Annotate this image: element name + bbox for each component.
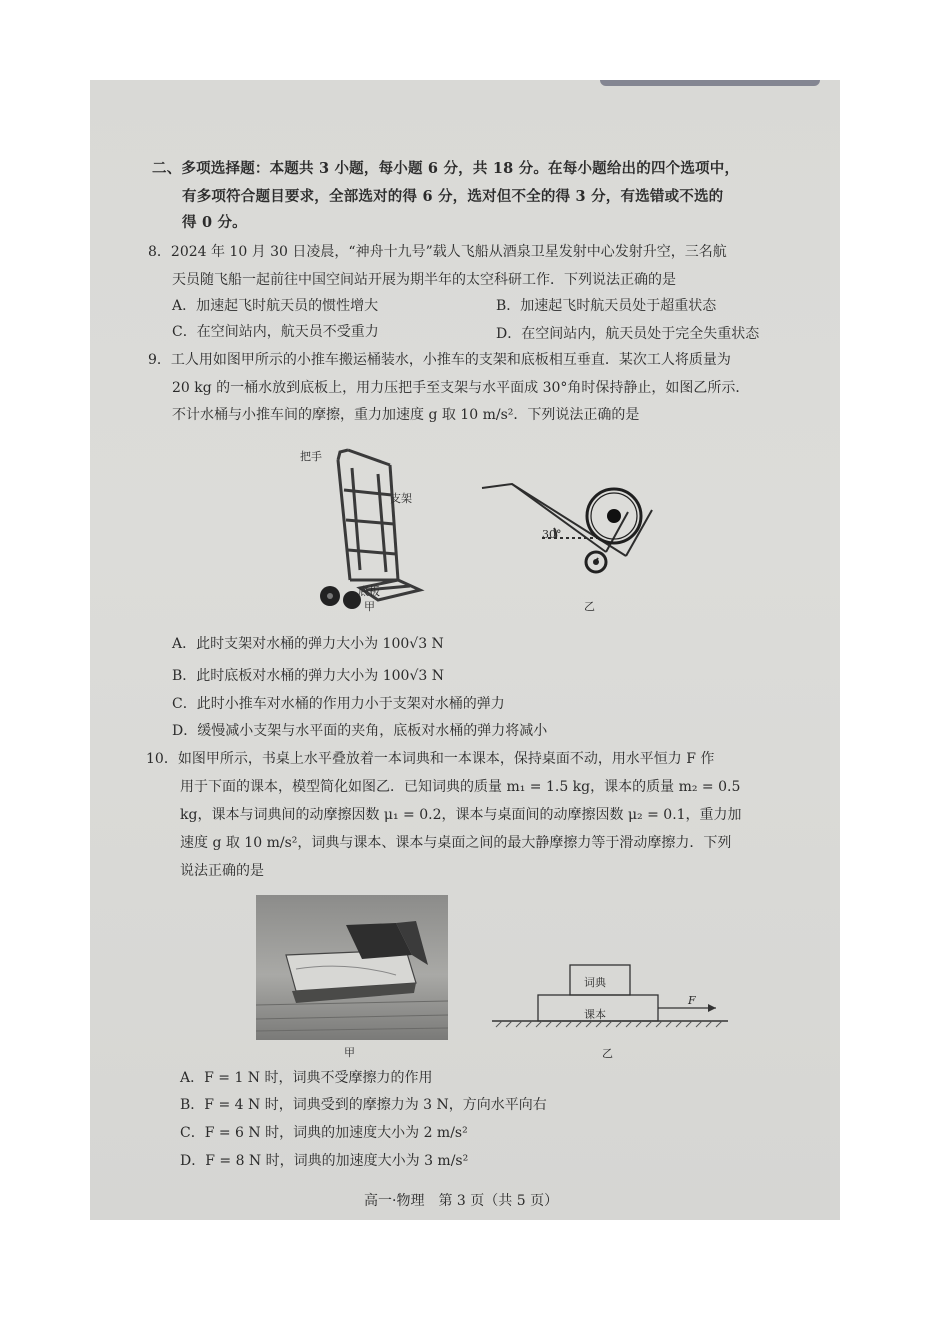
q8-option-a: A．加速起飞时航天员的惯性增大	[172, 298, 379, 314]
q10-label-textbook: 课本	[584, 1008, 606, 1021]
q8-stem-line2: 天员随飞船一起前往中国空间站开展为期半年的太空科研工作．下列说法正确的是	[172, 272, 676, 288]
q10-label-force: F	[688, 994, 696, 1007]
section-heading-line2: 有多项符合题目要求，全部选对的得 6 分，选对但不全的得 3 分，有选错或不选的	[182, 188, 724, 205]
q9-label-fig-a: 甲	[364, 600, 375, 613]
q9-option-b: B．此时底板对水桶的弹力大小为 100√3 N	[172, 668, 444, 684]
q10-option-a: A．F = 1 N 时，词典不受摩擦力的作用	[180, 1070, 433, 1086]
q9-stem-line1: 9．工人用如图甲所示的小推车搬运桶装水，小推车的支架和底板相互垂直．某次工人将质量为	[148, 352, 731, 368]
q9-label-base: 底板	[358, 585, 380, 598]
q10-figure-b-schematic	[488, 955, 738, 1035]
q10-option-b: B．F = 4 N 时，词典受到的摩擦力为 3 N，方向水平向右	[180, 1097, 547, 1113]
q10-stem-line1: 10．如图甲所示，书桌上水平叠放着一本词典和一本课本，保持桌面不动，用水平恒力 F 作	[146, 751, 715, 767]
q9-stem-line2: 20 kg 的一桶水放到底板上，用力压把手至支架与水平面成 30°角时保持静止，如图乙所示．	[172, 380, 750, 396]
section-heading-line1: 二、多项选择题：本题共 3 小题，每小题 6 分，共 18 分。在每小题给出的四个选项中，	[152, 160, 740, 177]
q9-label-handle: 把手	[300, 450, 322, 463]
q10-stem-line5: 说法正确的是	[180, 863, 264, 879]
q9-option-d: D．缓慢减小支架与水平面的夹角，底板对水桶的弹力将减小	[172, 723, 548, 739]
q10-label-fig-b: 乙	[602, 1047, 613, 1060]
exam-page	[90, 80, 840, 1220]
page-footer: 高一·物理 第 3 页（共 5 页）	[364, 1193, 559, 1209]
q9-label-angle: 30°	[542, 528, 562, 541]
q9-label-fig-b: 乙	[584, 600, 595, 613]
q10-figure-a-photo	[256, 895, 448, 1040]
page-top-mark	[600, 80, 820, 86]
section-heading-line3: 得 0 分。	[182, 214, 247, 231]
q10-label-dictionary: 词典	[584, 976, 606, 989]
q8-option-d: D．在空间站内，航天员处于完全失重状态	[496, 326, 760, 342]
q10-stem-line3: kg，课本与词典间的动摩擦因数 μ₁ = 0.2，课本与桌面间的动摩擦因数 μ₂ = 0.1，重力加	[180, 807, 742, 823]
q8-option-c: C．在空间站内，航天员不受重力	[172, 324, 379, 340]
q10-option-d: D．F = 8 N 时，词典的加速度大小为 3 m/s²	[180, 1153, 469, 1169]
q9-label-frame: 支架	[390, 492, 412, 505]
q10-stem-line4: 速度 g 取 10 m/s²，词典与课本、课本与桌面之间的最大静摩擦力等于滑动摩擦力．下列	[180, 835, 732, 851]
q9-option-a: A．此时支架对水桶的弹力大小为 100√3 N	[172, 636, 444, 652]
q9-figure-b-schematic	[478, 470, 658, 580]
q9-option-c: C．此时小推车对水桶的作用力小于支架对水桶的弹力	[172, 696, 505, 712]
arrow-head-icon	[708, 1004, 716, 1012]
q10-label-fig-a: 甲	[344, 1046, 355, 1059]
q10-option-c: C．F = 6 N 时，词典的加速度大小为 2 m/s²	[180, 1125, 468, 1141]
q8-option-b: B．加速起飞时航天员处于超重状态	[496, 298, 717, 314]
q8-stem-line1: 8．2024 年 10 月 30 日凌晨，“神舟十九号”载人飞船从酒泉卫星发射中心发射升空，三名航	[148, 244, 727, 260]
q9-stem-line3: 不计水桶与小推车间的摩擦，重力加速度 g 取 10 m/s²．下列说法正确的是	[172, 407, 640, 423]
q10-stem-line2: 用于下面的课本，模型简化如图乙．已知词典的质量 m₁ = 1.5 kg，课本的质量 m₂ = 0.5	[180, 779, 741, 795]
